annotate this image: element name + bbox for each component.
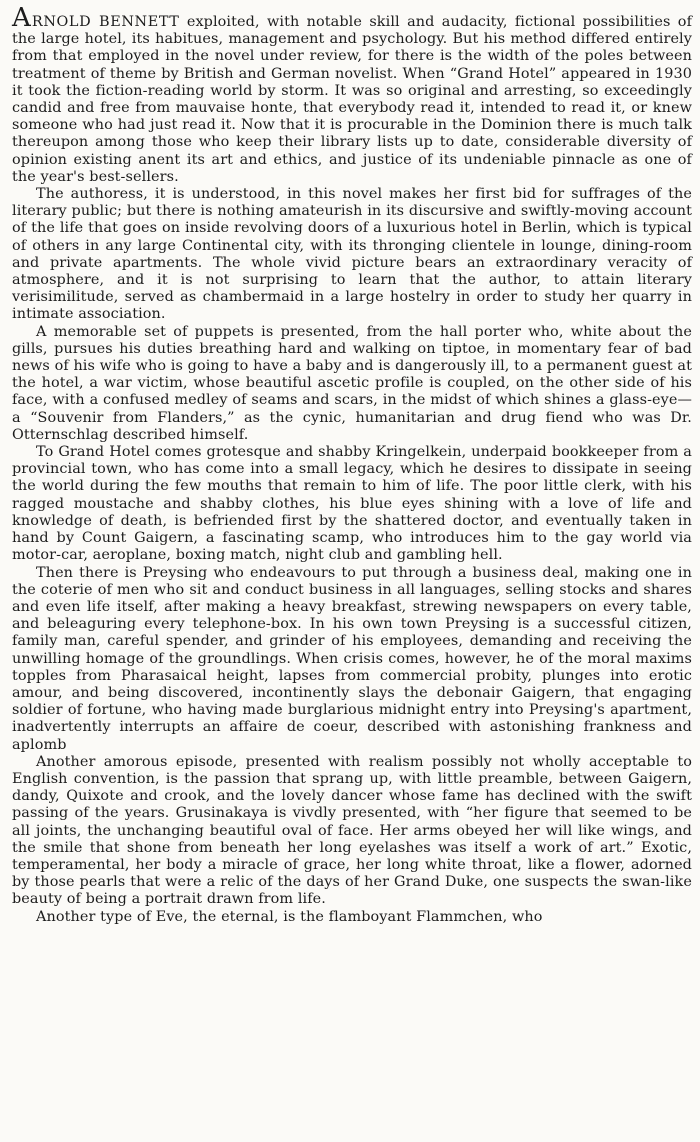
paragraph-4: To Grand Hotel comes grotesque and shabby Kringelkein, underpaid bookkeeper from a provincial town, who has come into a small legacy, which he desires to dissipate in seeing the world during the few mouths that remain to him of life. The poor little clerk, with his ragged moustache and shabby clothes, his blue eyes shining with a love of life and knowledge of death, is befriended first by the shattered doctor, and eventually taken in hand by Count Gaigern, a fascinating scamp, who introduces him to the gay world via motor-car, aeroplane, boxing match, night club and gambling hell. bbox=[12, 444, 692, 564]
paragraph-5: Then there is Preysing who endeavours to put through a business deal, making one in the coterie of men who sit and conduct business in all languages, selling stocks and shares and even life itself, after making a heavy breakfast, strewing newspapers on every table, and beleaguring every telephone-box. In his own town Preysing is a successful citizen, family man, careful spender, and grinder of his employees, demanding and receiving the unwilling homage of the groundlings. When crisis comes, however, he of the moral maxims topples from Pharasaical height, lapses from commercial probity, plunges into erotic amour, and being discovered, incontinently slays the debonair Gaigern, that engaging soldier of fortune, who having made burglarious midnight entry into Preysing's apartment, inadvertently interrupts an affaire de coeur, described with astonishing frankness and aplomb bbox=[12, 564, 692, 753]
paragraph-2: The authoress, it is understood, in this novel makes her first bid for suffrages of the literary public; but there is nothing amateurish in its discursive and swiftly-moving account of the life that goes on inside revolving doors of a luxurious hotel in Berlin, which is typical of others in any large Continental city, with its thronging clientele in lounge, dining-room and private apartments. The whole vivid picture bears an extraordinary veracity of atmosphere, and it is not surprising to learn that the author, to attain literary verisimilitude, served as chambermaid in a large hostelry in order to study her quarry in intimate association. bbox=[12, 186, 692, 323]
paragraph-1 bbox=[12, 3, 692, 186]
drop-cap: A bbox=[12, 3, 31, 33]
paragraph-6: Another amorous episode, presented with realism possibly not wholly acceptable to English convention, is the passion that sprang up, with little preamble, between Gaigern, dandy, Quixote and crook, and the lovely dancer whose fame has declined with the swift passing of the years. Grusinakaya is vivdly presented, with “her figure that seemed to be all joints, the unchanging beautiful oval of face. Her arms obeyed her will like wings, and the smile that shone from beneath her long eyelashes was itself a work of art.” Exotic, temperamental, her body a miracle of grace, her long white throat, like a flower, adorned by those pearls that were a relic of the days of her Grand Duke, one suspects the swan-like beauty of being a portrait drawn from life. bbox=[12, 753, 692, 908]
paragraph-3: A memorable set of puppets is presented, from the hall porter who, white about the gills, pursues his duties breathing hard and walking on tiptoe, in momentary fear of bad news of his wife who is going to have a baby and is dangerously ill, to a permanent guest at the hotel, a war victim, whose beautiful ascetic profile is coupled, on the other side of his face, with a confused medley of seams and scars, in the midst of which shines a glass-eye—a “Souvenir from Flanders,” as the cynic, humanitarian and drug fiend who was Dr. Otternschlag described himself. bbox=[12, 323, 692, 443]
author-name: RNOLD BENNETT bbox=[31, 14, 180, 30]
paragraph-7: Another type of Eve, the eternal, is the flamboyant Flammchen, who bbox=[36, 908, 543, 925]
book-review-article bbox=[12, 3, 692, 926]
paragraph-1-text: exploited, with notable skill and audacity, fictional possibilities of the large hotel, its habitues, management and psychology. But his method differed entirely from that employed in the novel under review, for there is the width of the poles between treatment of theme by British and German novelist. When “Grand Hotel” appeared in 1930 it took the fiction-reading world by storm. It was so original and arresting, so exceedingly candid and free from mauvaise honte, that everybody read it, intended to read it, or knew someone who had just read it. Now that it is procurable in the Dominion there is much talk thereupon among those who keep their library lists up to date, considerable diversity of opinion existing anent its art and ethics, and justice of its undeniable pinnacle as one of the year's best-sellers. bbox=[12, 14, 692, 185]
